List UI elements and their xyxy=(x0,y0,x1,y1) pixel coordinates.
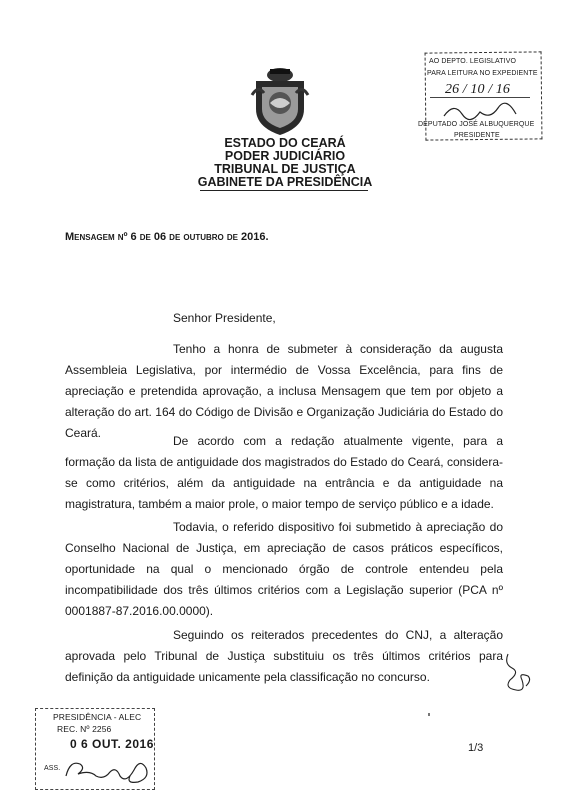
message-heading xyxy=(65,231,269,243)
paragraph-1-text: Tenho a honra de submeter à consideração da augusta Assembleia Legislativa, por intermédio de Vossa Excelência, para fins de apreciação e pretendida aprovação, a inclusa Mensagem que tem por objeto a alteração do art. 164 do Código de Divisão e Organização Judiciária do Estado do Ceará. xyxy=(65,342,503,440)
stamp-top-line2: PARA LEITURA NO EXPEDIENTE xyxy=(427,70,538,77)
header-court: TRIBUNAL DE JUSTIÇA xyxy=(214,162,356,176)
stamp-bottom-line4: ASS. xyxy=(44,765,61,772)
stamp-top-date: 26 / 10 / 16 xyxy=(445,82,510,97)
coat-of-arms-icon xyxy=(250,65,310,137)
header-state: ESTADO DO CEARÁ xyxy=(224,136,346,150)
stamp-top-line4: PRESIDENTE xyxy=(454,132,500,139)
paragraph-2 xyxy=(65,431,503,515)
message-number: nº 6 de 06 de outubro de 2016. xyxy=(117,231,269,243)
header-divider xyxy=(200,190,368,191)
header-office: GABINETE DA PRESIDÊNCIA xyxy=(197,175,373,189)
stamp-bottom-signature xyxy=(60,750,155,788)
paragraph-4 xyxy=(65,625,503,688)
margin-initials xyxy=(500,650,534,698)
stamp-top-divider xyxy=(430,97,530,98)
paragraph-4-text: Seguindo os reiterados precedentes do CNJ, a alteração aprovada pelo Tribunal de Justiça substituiu os três últimos critérios para definição da antiguidade unicamente pela classificação no concurso. xyxy=(65,628,503,684)
paragraph-3-text: Todavia, o referido dispositivo foi submetido à apreciação do Conselho Nacional de Justiça, em apreciação de casos práticos específicos, oportunidade na qual o mencionado órgão de controle entendeu pela incompatibilidade dos três últimos critérios com a Legislação superior (PCA nº 0001887-87.2016.00.0000). xyxy=(65,520,503,618)
page-number: 1/3 xyxy=(468,742,484,754)
paragraph-1 xyxy=(65,339,503,444)
stamp-top-line1: AO DEPTO. LEGISLATIVO xyxy=(429,58,517,65)
message-title: Mensagem xyxy=(65,231,115,243)
stamp-bottom-line1: PRESIDÊNCIA - ALEC xyxy=(53,712,142,722)
stamp-top-line3: DEPUTADO JOSÉ ALBUQUERQUE xyxy=(418,121,535,128)
header-power: PODER JUDICIÁRIO xyxy=(224,149,346,163)
salutation: Senhor Presidente, xyxy=(173,311,276,325)
paragraph-2-text: De acordo com a redação atualmente vigente, para a formação da lista de antiguidade dos magistrados do Estado do Ceará, considera-se como critérios, além da antiguidade na entrância e da antiguidade na magistratura, também a maior prole, o maior tempo de serviço público e a idade. xyxy=(65,434,503,511)
stamp-bottom-line2: REC. Nº 2256 xyxy=(57,724,112,734)
page-mark xyxy=(428,713,430,716)
stamp-bottom-date: 0 6 OUT. 2016 xyxy=(70,737,154,751)
paragraph-3 xyxy=(65,517,503,622)
